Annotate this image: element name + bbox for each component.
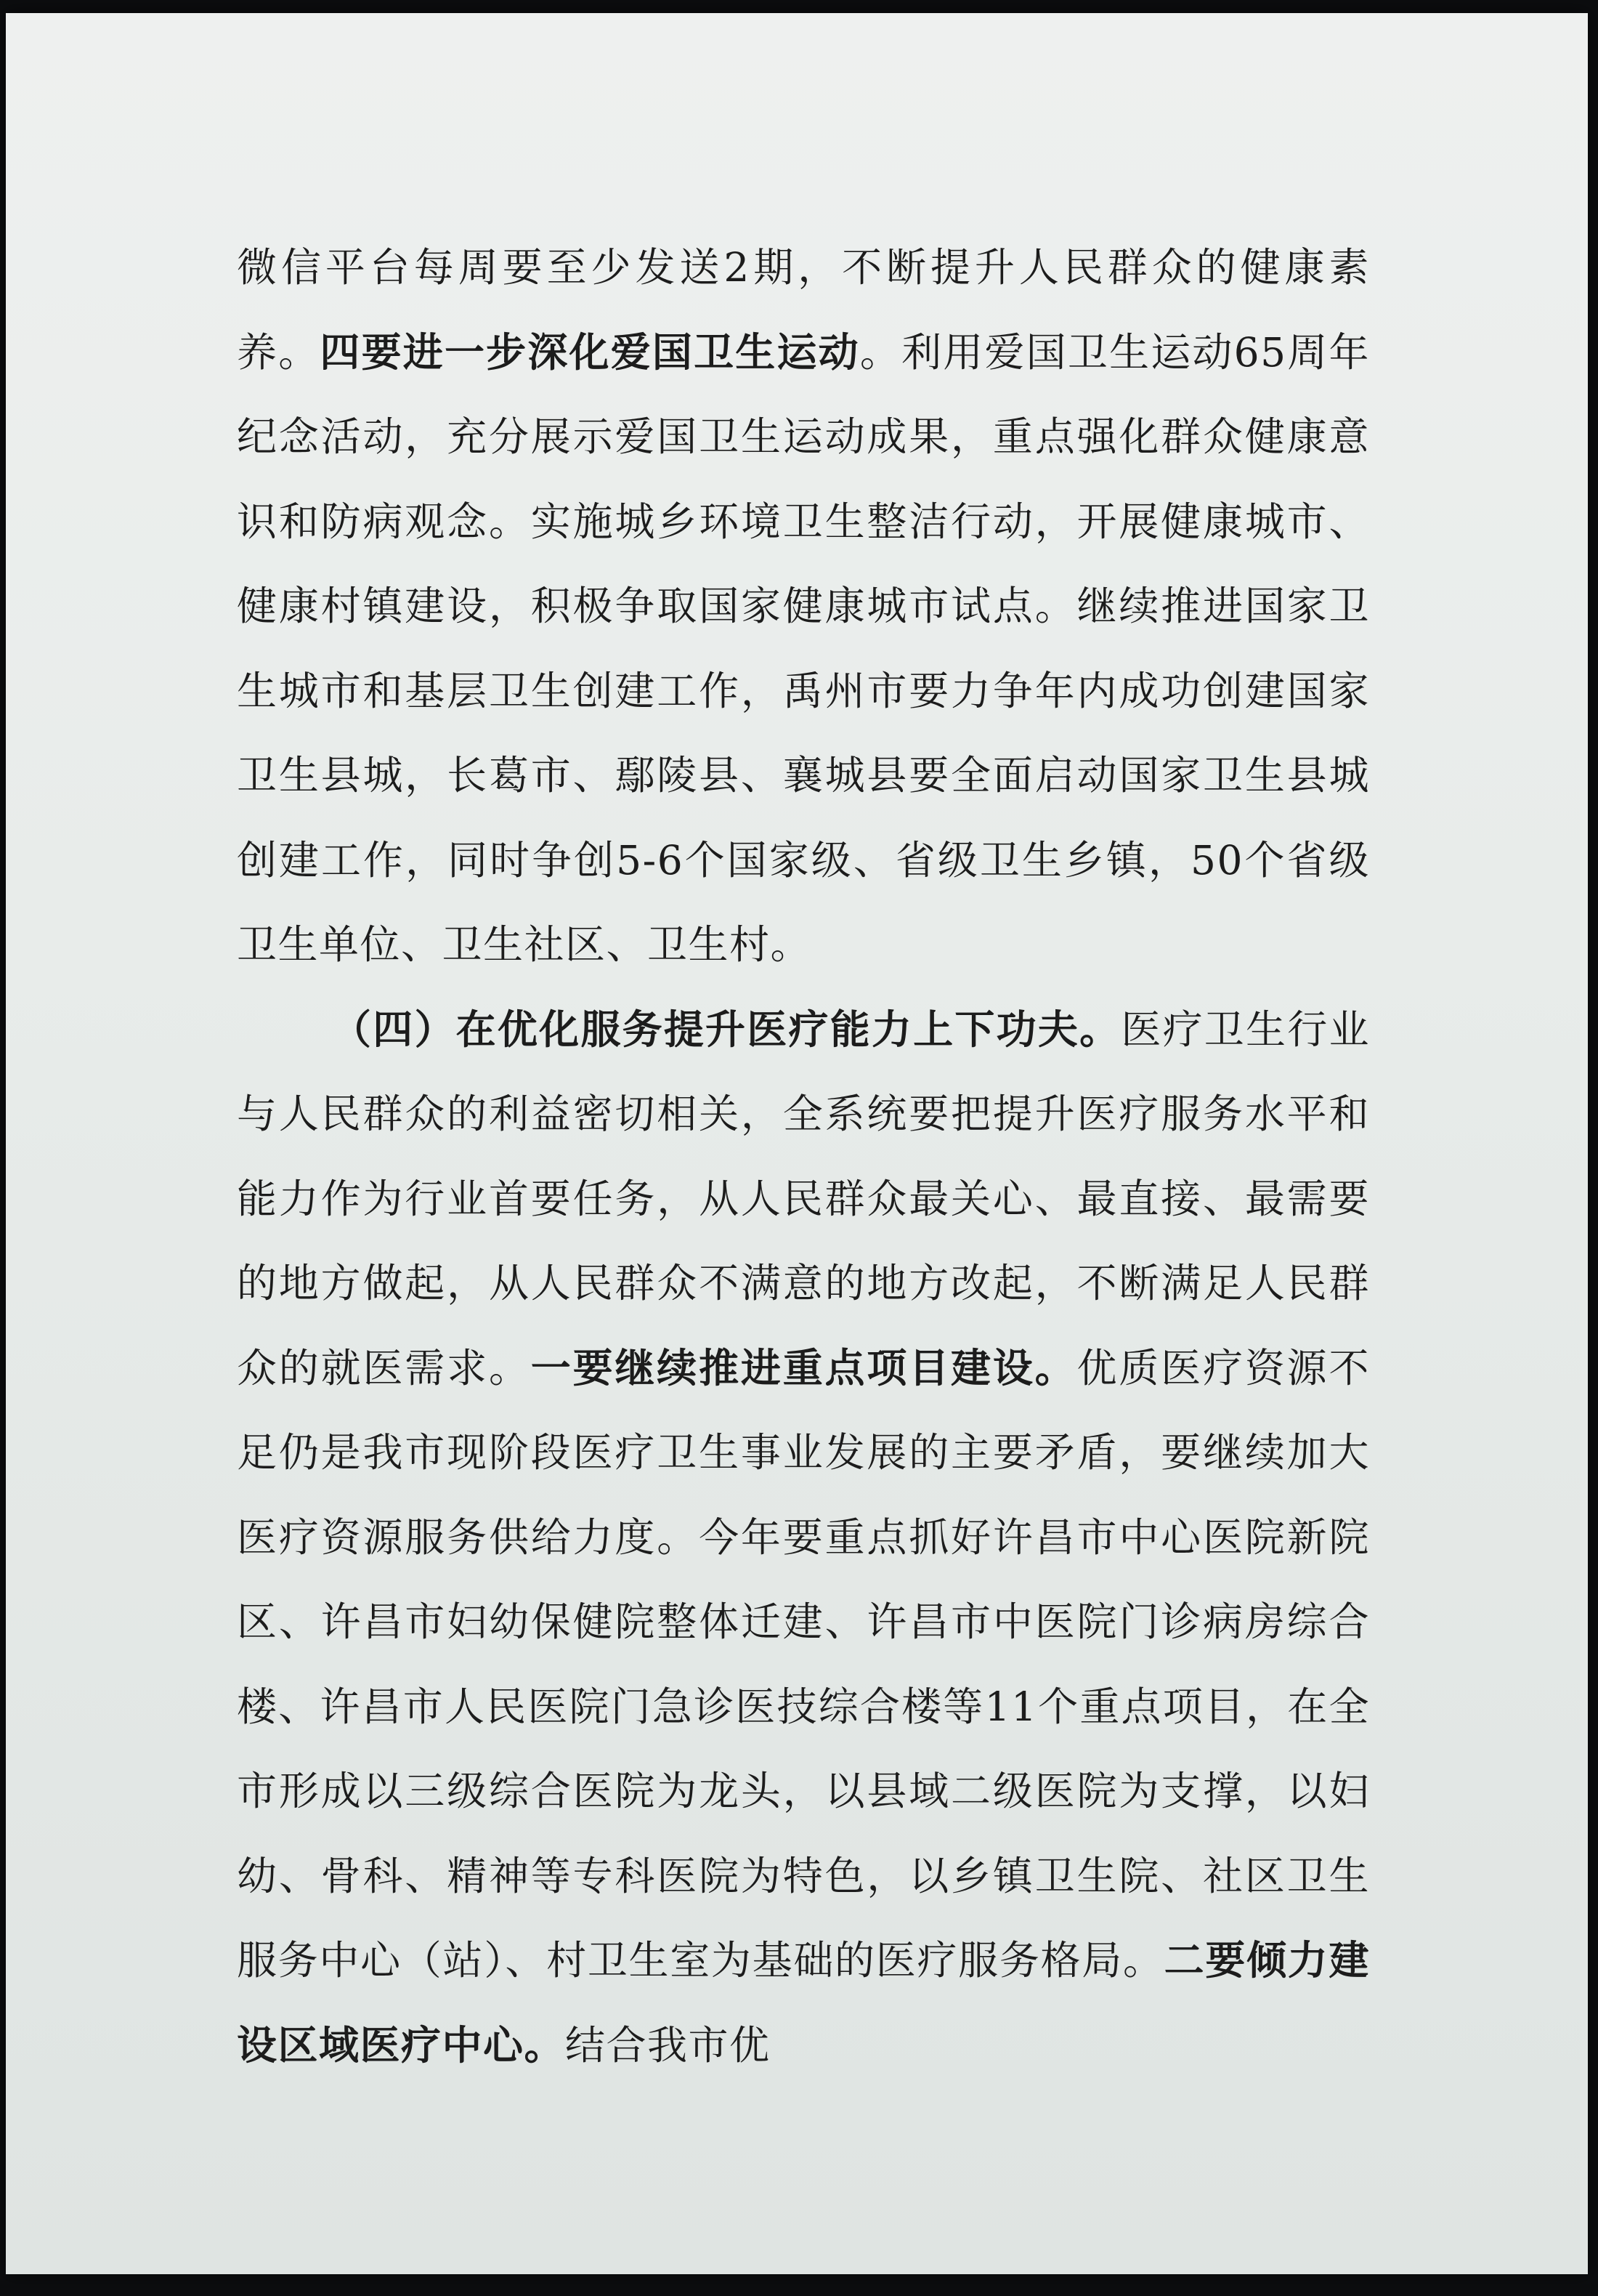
- heading-regional-medical-center: 二要倾力建设区域医疗中心。: [237, 1936, 1370, 2069]
- section-heading-four: （四）在优化服务提升医疗能力上下功夫。: [331, 1005, 1122, 1053]
- paragraph-1: [237, 225, 1370, 987]
- paragraph-2-text-tail: 结合我市优: [565, 2021, 771, 2069]
- paragraph-1-text-continued: 。利用爱国卫生运动65周年纪念活动，充分展示爱国卫生运动成果，重点强化群众健康意识和防病观念。实施城乡环境卫生整洁行动，开展健康城市、健康村镇建设，积极争取国家健康城市试点。继续推进国家卫生城市和基层卫生创建工作，禹州市要力争年内成功创建国家卫生县城，长葛市、鄢陵县、襄城县要全面启动国家卫生县城创建工作，同时争创5-6个国家级、省级卫生乡镇，50个省级卫生单位、卫生社区、卫生村。: [237, 328, 1370, 968]
- heading-key-projects: 一要继续推进重点项目建设。: [530, 1343, 1077, 1391]
- paragraph-2-text-continued: 优质医疗资源不足仍是我市现阶段医疗卫生事业发展的主要矛盾，要继续加大医疗资源服务供给力度。今年要重点抓好许昌市中心医院新院区、许昌市妇幼保健院整体迁建、许昌市中医院门诊病房综合楼、许昌市人民医院门急诊医技综合楼等11个重点项目，在全市形成以三级综合医院为龙头，以县域二级医院为支撑，以妇幼、骨科、精神等专科医院为特色，以乡镇卫生院、社区卫生服务中心（站）、村卫生室为基础的医疗服务格局。: [237, 1344, 1370, 1984]
- paragraph-2-text: 医疗卫生行业与人民群众的利益密切相关，全系统要把提升医疗服务水平和能力作为行业首要任务，从人民群众最关心、最直接、最需要的地方做起，从人民群众不满意的地方改起，不断满足人民群众的就医需求。: [237, 1006, 1370, 1391]
- heading-patriotic-health: 四要进一步深化爱国卫生运动: [320, 328, 860, 376]
- document-body: [237, 225, 1370, 2087]
- paper-sheet: [6, 13, 1588, 2274]
- paragraph-2: [237, 987, 1370, 2088]
- paragraph-1-text: 微信平台每周要至少发送2期，不断提升人民群众的健康素养。: [237, 244, 1370, 376]
